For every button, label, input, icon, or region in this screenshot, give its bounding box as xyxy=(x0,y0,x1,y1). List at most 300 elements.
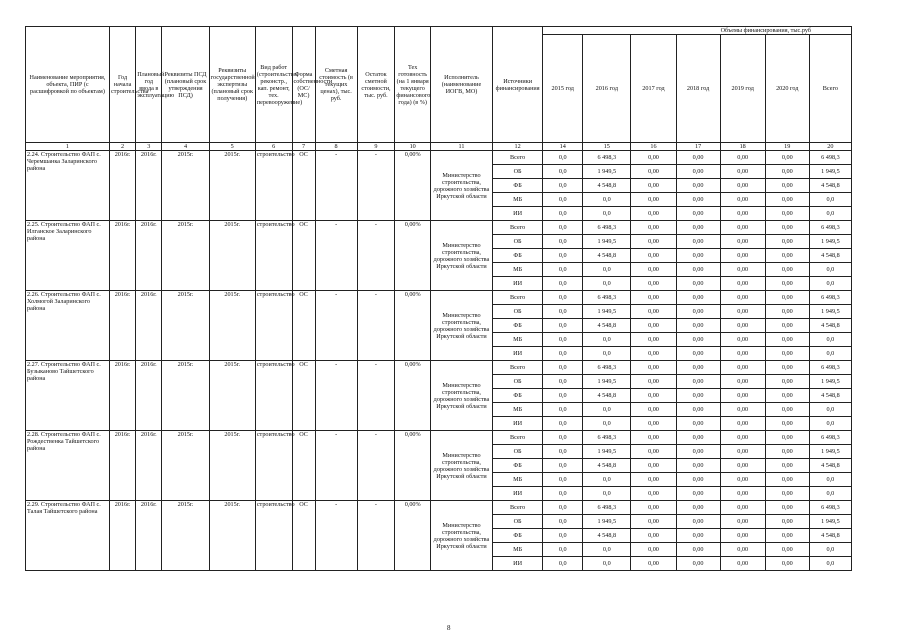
year-value: 0,00 xyxy=(765,403,809,417)
column-number: 3 xyxy=(136,143,162,151)
psd-year: 2015г. xyxy=(162,361,209,431)
year-value: 1 949,5 xyxy=(583,305,631,319)
year-value: 0,00 xyxy=(720,403,765,417)
year-value: 0,00 xyxy=(720,557,765,571)
funding-source: ФБ xyxy=(492,529,542,543)
year-value: 0,00 xyxy=(765,277,809,291)
year-value: 0,00 xyxy=(765,263,809,277)
year-value: 0,00 xyxy=(631,193,676,207)
year-value: 0,00 xyxy=(631,221,676,235)
year-value: 0,00 xyxy=(676,445,720,459)
year-value: 0,0 xyxy=(543,389,583,403)
total-value: 6 498,3 xyxy=(809,501,851,515)
funding-source: ИИ xyxy=(492,207,542,221)
header-work-type: Вид работ (строительство, реконстр., кап. ремонт, тех. перевооружение) xyxy=(255,27,292,143)
table-row xyxy=(26,361,852,375)
year-value: 0,0 xyxy=(583,417,631,431)
year-value: 0,00 xyxy=(720,193,765,207)
year-value: 0,0 xyxy=(543,347,583,361)
year-value: 0,00 xyxy=(720,459,765,473)
funding-source: МБ xyxy=(492,193,542,207)
header-executor: Исполнитель (наименование ИОГВ, МО) xyxy=(431,27,493,143)
year-value: 1 949,5 xyxy=(583,375,631,389)
psd-year: 2015г. xyxy=(162,291,209,361)
year-value: 0,00 xyxy=(631,291,676,305)
total-value: 4 548,8 xyxy=(809,529,851,543)
total-value: 0,0 xyxy=(809,277,851,291)
year-value: 0,00 xyxy=(631,557,676,571)
remaining-cost: - xyxy=(357,431,395,501)
year-value: 0,00 xyxy=(676,291,720,305)
object-name: 2.25. Строительство ФАП с. Илганское Заларинского района xyxy=(26,221,110,291)
work-type: строительство xyxy=(255,431,292,501)
year-value: 0,0 xyxy=(583,403,631,417)
year-value: 0,00 xyxy=(631,165,676,179)
funding-source: МБ xyxy=(492,403,542,417)
year-value: 0,00 xyxy=(720,389,765,403)
year-value: 0,0 xyxy=(583,193,631,207)
year-value: 0,00 xyxy=(720,543,765,557)
work-type: строительство xyxy=(255,501,292,571)
year-value: 0,00 xyxy=(765,221,809,235)
work-type: строительство xyxy=(255,361,292,431)
readiness: 0,00% xyxy=(395,291,431,361)
year-value: 0,0 xyxy=(583,487,631,501)
year-value: 0,00 xyxy=(765,193,809,207)
year-value: 0,00 xyxy=(631,431,676,445)
year-value: 0,0 xyxy=(543,543,583,557)
year-value: 0,00 xyxy=(720,165,765,179)
year-value: 0,00 xyxy=(765,431,809,445)
total-value: 0,0 xyxy=(809,557,851,571)
total-value: 1 949,5 xyxy=(809,305,851,319)
estimated-cost: - xyxy=(315,501,357,571)
year-value: 0,00 xyxy=(765,165,809,179)
year-value: 0,00 xyxy=(676,249,720,263)
year-value: 0,0 xyxy=(543,515,583,529)
remaining-cost: - xyxy=(357,361,395,431)
year-value: 6 498,3 xyxy=(583,221,631,235)
year-value: 0,00 xyxy=(676,179,720,193)
funding-source: ИИ xyxy=(492,347,542,361)
year-value: 4 548,8 xyxy=(583,389,631,403)
year-value: 0,00 xyxy=(631,487,676,501)
year-value: 1 949,5 xyxy=(583,445,631,459)
year-value: 0,00 xyxy=(765,557,809,571)
estimated-cost: - xyxy=(315,361,357,431)
year-value: 0,00 xyxy=(720,319,765,333)
year-value: 0,00 xyxy=(676,529,720,543)
funding-source: Всего xyxy=(492,151,542,165)
column-number: 14 xyxy=(543,143,583,151)
year-value: 0,00 xyxy=(676,431,720,445)
year-value: 0,0 xyxy=(543,291,583,305)
year-value: 0,00 xyxy=(765,291,809,305)
year-value: 4 548,8 xyxy=(583,319,631,333)
plan-year: 2016г. xyxy=(136,431,162,501)
readiness: 0,00% xyxy=(395,501,431,571)
column-number: 17 xyxy=(676,143,720,151)
year-value: 0,0 xyxy=(543,501,583,515)
year-value: 0,00 xyxy=(676,361,720,375)
funding-source: ОБ xyxy=(492,235,542,249)
column-number: 9 xyxy=(357,143,395,151)
funding-source: ФБ xyxy=(492,459,542,473)
expertise-year: 2015г. xyxy=(209,221,255,291)
year-value: 0,00 xyxy=(631,235,676,249)
year-value: 0,00 xyxy=(720,375,765,389)
executor: Министерство строительства, дорожного хозяйства Иркутской области xyxy=(431,501,493,571)
year-value: 0,00 xyxy=(631,473,676,487)
header-plan-year: Плановый год ввода в эксплуатацию xyxy=(136,27,162,143)
year-value: 0,0 xyxy=(583,473,631,487)
year-value: 0,00 xyxy=(765,529,809,543)
year-value: 0,00 xyxy=(676,515,720,529)
column-number: 12 xyxy=(492,143,542,151)
year-value: 6 498,3 xyxy=(583,151,631,165)
funding-source: Всего xyxy=(492,221,542,235)
year-value: 0,00 xyxy=(631,501,676,515)
year-value: 0,0 xyxy=(583,207,631,221)
year-value: 0,0 xyxy=(543,277,583,291)
readiness: 0,00% xyxy=(395,431,431,501)
year-value: 0,00 xyxy=(676,557,720,571)
header-year: 2018 год xyxy=(676,35,720,143)
year-value: 0,0 xyxy=(583,347,631,361)
funding-source: ОБ xyxy=(492,445,542,459)
year-value: 0,00 xyxy=(720,151,765,165)
header-volume: Объемы финансирования, тыс.руб xyxy=(543,27,852,35)
ownership: ОС xyxy=(292,151,315,221)
funding-source: Всего xyxy=(492,291,542,305)
column-number: 11 xyxy=(431,143,493,151)
year-value: 0,0 xyxy=(543,165,583,179)
executor: Министерство строительства, дорожного хозяйства Иркутской области xyxy=(431,291,493,361)
funding-source: Всего xyxy=(492,501,542,515)
header-rest: Остаток сметной стоимости, тыс. руб. xyxy=(357,27,395,143)
year-value: 0,0 xyxy=(583,543,631,557)
year-value: 0,0 xyxy=(543,473,583,487)
year-value: 0,00 xyxy=(720,235,765,249)
year-value: 0,00 xyxy=(631,445,676,459)
year-value: 0,00 xyxy=(720,445,765,459)
year-value: 0,00 xyxy=(765,417,809,431)
funding-source: ФБ xyxy=(492,249,542,263)
header-expertise: Реквизиты государственной экспертизы (плановый срок получения) xyxy=(209,27,255,143)
year-value: 0,00 xyxy=(765,445,809,459)
work-type: строительство xyxy=(255,221,292,291)
year-value: 0,00 xyxy=(720,347,765,361)
year-value: 6 498,3 xyxy=(583,291,631,305)
work-type: строительство xyxy=(255,291,292,361)
executor: Министерство строительства, дорожного хозяйства Иркутской области xyxy=(431,361,493,431)
total-value: 0,0 xyxy=(809,263,851,277)
year-value: 0,0 xyxy=(543,557,583,571)
year-value: 0,00 xyxy=(720,473,765,487)
object-name: 2.28. Строительство ФАП с. Рождественка Тайшетского района xyxy=(26,431,110,501)
psd-year: 2015г. xyxy=(162,431,209,501)
year-value: 0,00 xyxy=(720,361,765,375)
total-value: 0,0 xyxy=(809,333,851,347)
estimated-cost: - xyxy=(315,291,357,361)
start-year: 2016г. xyxy=(109,151,135,221)
expertise-year: 2015г. xyxy=(209,431,255,501)
year-value: 0,00 xyxy=(676,389,720,403)
year-value: 0,0 xyxy=(543,151,583,165)
total-value: 6 498,3 xyxy=(809,151,851,165)
plan-year: 2016г. xyxy=(136,151,162,221)
start-year: 2016г. xyxy=(109,431,135,501)
column-number: 2 xyxy=(109,143,135,151)
year-value: 0,0 xyxy=(543,445,583,459)
column-number: 16 xyxy=(631,143,676,151)
remaining-cost: - xyxy=(357,501,395,571)
year-value: 0,00 xyxy=(720,501,765,515)
page-number: 8 xyxy=(447,624,451,632)
total-value: 1 949,5 xyxy=(809,165,851,179)
funding-source: ИИ xyxy=(492,277,542,291)
year-value: 0,00 xyxy=(631,417,676,431)
year-value: 1 949,5 xyxy=(583,235,631,249)
year-value: 0,00 xyxy=(631,347,676,361)
year-value: 0,00 xyxy=(720,515,765,529)
year-value: 0,00 xyxy=(676,165,720,179)
object-name: 2.26. Строительство ФАП с. Холмогой Заларинского района xyxy=(26,291,110,361)
year-value: 0,0 xyxy=(543,263,583,277)
year-value: 0,00 xyxy=(676,403,720,417)
year-value: 0,00 xyxy=(765,207,809,221)
year-value: 0,00 xyxy=(720,291,765,305)
table-row xyxy=(26,221,852,235)
header-readiness: Тех готовность (на 1 января текущего финансового года) (в %) xyxy=(395,27,431,143)
ownership: ОС xyxy=(292,501,315,571)
total-value: 4 548,8 xyxy=(809,319,851,333)
start-year: 2016г. xyxy=(109,221,135,291)
expertise-year: 2015г. xyxy=(209,151,255,221)
total-value: 4 548,8 xyxy=(809,459,851,473)
year-value: 0,00 xyxy=(720,207,765,221)
year-value: 0,00 xyxy=(631,403,676,417)
total-value: 4 548,8 xyxy=(809,179,851,193)
total-value: 0,0 xyxy=(809,193,851,207)
remaining-cost: - xyxy=(357,151,395,221)
total-value: 0,0 xyxy=(809,417,851,431)
column-number: 4 xyxy=(162,143,209,151)
year-value: 0,00 xyxy=(720,417,765,431)
year-value: 0,00 xyxy=(720,487,765,501)
executor: Министерство строительства, дорожного хозяйства Иркутской области xyxy=(431,151,493,221)
funding-source: ФБ xyxy=(492,389,542,403)
year-value: 0,00 xyxy=(765,389,809,403)
start-year: 2016г. xyxy=(109,361,135,431)
column-number: 7 xyxy=(292,143,315,151)
header-sources: Источники финансирования xyxy=(492,27,542,143)
year-value: 0,00 xyxy=(765,375,809,389)
total-value: 6 498,3 xyxy=(809,291,851,305)
funding-source: МБ xyxy=(492,333,542,347)
column-number: 20 xyxy=(809,143,851,151)
table-row xyxy=(26,151,852,165)
year-value: 4 548,8 xyxy=(583,249,631,263)
year-value: 0,00 xyxy=(720,221,765,235)
year-value: 0,00 xyxy=(631,333,676,347)
header-year: 2015 год xyxy=(543,35,583,143)
year-value: 0,0 xyxy=(543,417,583,431)
year-value: 0,0 xyxy=(543,487,583,501)
year-value: 0,00 xyxy=(765,235,809,249)
year-value: 0,0 xyxy=(543,459,583,473)
year-value: 0,00 xyxy=(765,179,809,193)
funding-source: МБ xyxy=(492,473,542,487)
year-value: 6 498,3 xyxy=(583,501,631,515)
psd-year: 2015г. xyxy=(162,501,209,571)
year-value: 0,0 xyxy=(543,403,583,417)
year-value: 0,00 xyxy=(765,151,809,165)
start-year: 2016г. xyxy=(109,291,135,361)
header-start-year: Год начала строительства xyxy=(109,27,135,143)
funding-source: ОБ xyxy=(492,375,542,389)
total-value: 0,0 xyxy=(809,473,851,487)
year-value: 4 548,8 xyxy=(583,529,631,543)
year-value: 4 548,8 xyxy=(583,179,631,193)
total-value: 0,0 xyxy=(809,207,851,221)
year-value: 0,00 xyxy=(765,347,809,361)
year-value: 0,00 xyxy=(765,459,809,473)
funding-source: Всего xyxy=(492,361,542,375)
total-value: 0,0 xyxy=(809,543,851,557)
year-value: 0,00 xyxy=(676,459,720,473)
total-value: 6 498,3 xyxy=(809,431,851,445)
year-value: 0,0 xyxy=(543,179,583,193)
header-ownership: Форма собственности (ОС/МС) xyxy=(292,27,315,143)
funding-source: ИИ xyxy=(492,417,542,431)
year-value: 0,00 xyxy=(676,473,720,487)
psd-year: 2015г. xyxy=(162,221,209,291)
column-number: 8 xyxy=(315,143,357,151)
year-value: 0,00 xyxy=(676,543,720,557)
year-value: 0,00 xyxy=(676,207,720,221)
table-row xyxy=(26,431,852,445)
financing-table xyxy=(25,26,852,571)
header-year: 2020 год xyxy=(765,35,809,143)
year-value: 0,00 xyxy=(720,179,765,193)
total-value: 0,0 xyxy=(809,347,851,361)
year-value: 0,00 xyxy=(631,207,676,221)
year-value: 0,0 xyxy=(543,529,583,543)
column-number: 10 xyxy=(395,143,431,151)
year-value: 4 548,8 xyxy=(583,459,631,473)
object-name: 2.27. Строительство ФАП с. Бузыканово Тайшетского района xyxy=(26,361,110,431)
year-value: 0,00 xyxy=(765,361,809,375)
year-value: 0,00 xyxy=(720,263,765,277)
total-value: 6 498,3 xyxy=(809,361,851,375)
header-year: 2017 год xyxy=(631,35,676,143)
year-value: 0,0 xyxy=(543,375,583,389)
total-value: 1 949,5 xyxy=(809,235,851,249)
readiness: 0,00% xyxy=(395,221,431,291)
executor: Министерство строительства, дорожного хозяйства Иркутской области xyxy=(431,221,493,291)
expertise-year: 2015г. xyxy=(209,361,255,431)
year-value: 0,0 xyxy=(543,249,583,263)
executor: Министерство строительства, дорожного хозяйства Иркутской области xyxy=(431,431,493,501)
year-value: 0,0 xyxy=(543,207,583,221)
table-row xyxy=(26,291,852,305)
total-value: 1 949,5 xyxy=(809,375,851,389)
year-value: 0,00 xyxy=(676,347,720,361)
expertise-year: 2015г. xyxy=(209,501,255,571)
year-value: 1 949,5 xyxy=(583,165,631,179)
year-value: 0,00 xyxy=(676,417,720,431)
year-value: 0,00 xyxy=(676,221,720,235)
year-value: 0,00 xyxy=(765,543,809,557)
year-value: 0,00 xyxy=(631,375,676,389)
funding-source: ИИ xyxy=(492,487,542,501)
year-value: 0,00 xyxy=(765,501,809,515)
year-value: 0,00 xyxy=(631,277,676,291)
total-value: 0,0 xyxy=(809,487,851,501)
year-value: 0,0 xyxy=(583,333,631,347)
year-value: 0,00 xyxy=(631,249,676,263)
year-value: 0,00 xyxy=(676,501,720,515)
ownership: ОС xyxy=(292,291,315,361)
work-type: строительство xyxy=(255,151,292,221)
year-value: 0,00 xyxy=(631,319,676,333)
funding-source: ФБ xyxy=(492,319,542,333)
header-total: Всего xyxy=(809,35,851,143)
year-value: 0,0 xyxy=(543,221,583,235)
year-value: 0,00 xyxy=(676,487,720,501)
year-value: 6 498,3 xyxy=(583,431,631,445)
remaining-cost: - xyxy=(357,221,395,291)
total-value: 4 548,8 xyxy=(809,249,851,263)
estimated-cost: - xyxy=(315,151,357,221)
year-value: 0,00 xyxy=(765,305,809,319)
start-year: 2016г. xyxy=(109,501,135,571)
year-value: 0,00 xyxy=(720,431,765,445)
funding-source: ОБ xyxy=(492,165,542,179)
ownership: ОС xyxy=(292,221,315,291)
year-value: 0,00 xyxy=(676,375,720,389)
header-year: 2019 год xyxy=(720,35,765,143)
year-value: 0,0 xyxy=(543,333,583,347)
plan-year: 2016г. xyxy=(136,291,162,361)
column-numbers-row xyxy=(26,143,852,151)
column-number: 1 xyxy=(26,143,110,151)
year-value: 0,00 xyxy=(765,487,809,501)
year-value: 0,00 xyxy=(631,361,676,375)
year-value: 0,00 xyxy=(676,151,720,165)
year-value: 0,00 xyxy=(765,249,809,263)
plan-year: 2016г. xyxy=(136,221,162,291)
plan-year: 2016г. xyxy=(136,501,162,571)
year-value: 0,00 xyxy=(720,333,765,347)
funding-source: Всего xyxy=(492,431,542,445)
readiness: 0,00% xyxy=(395,361,431,431)
column-number: 15 xyxy=(583,143,631,151)
funding-source: МБ xyxy=(492,543,542,557)
year-value: 0,0 xyxy=(543,235,583,249)
year-value: 0,00 xyxy=(765,319,809,333)
total-value: 1 949,5 xyxy=(809,515,851,529)
header-name: Наименование мероприятия, объекта, ПИР (с расшифровкой по объектам) xyxy=(26,27,110,143)
funding-source: МБ xyxy=(492,263,542,277)
year-value: 0,0 xyxy=(543,305,583,319)
total-value: 1 949,5 xyxy=(809,445,851,459)
year-value: 0,00 xyxy=(631,529,676,543)
header-cost: Сметная стоимость (в текущих ценах), тыс. руб. xyxy=(315,27,357,143)
year-value: 0,00 xyxy=(676,319,720,333)
year-value: 0,00 xyxy=(720,249,765,263)
